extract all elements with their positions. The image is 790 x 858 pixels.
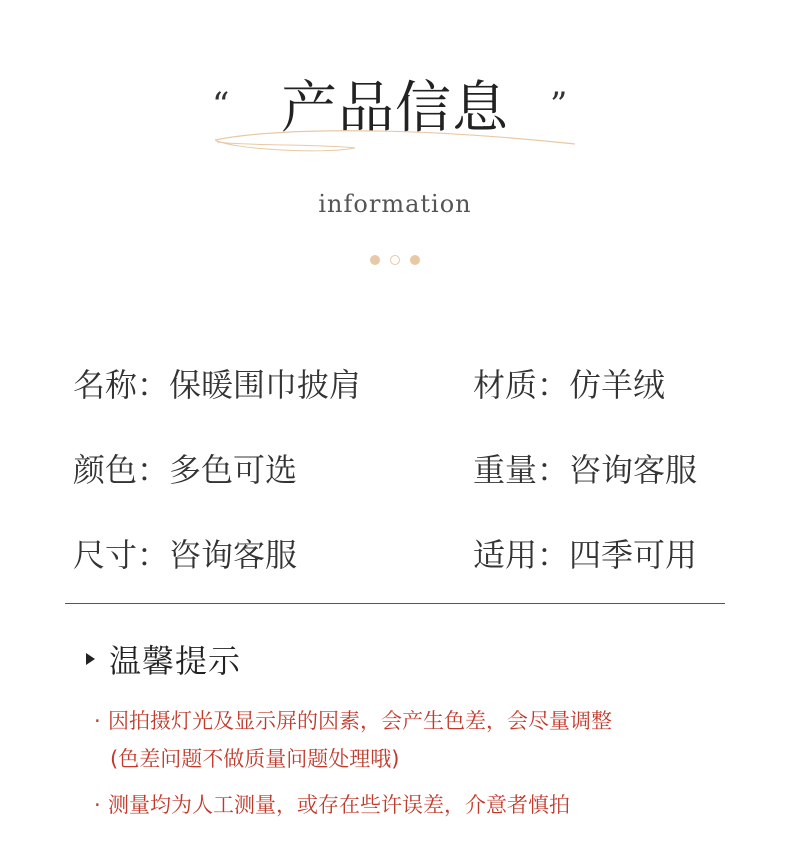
info-row <box>73 510 733 595</box>
tip-item <box>94 705 612 735</box>
info-row <box>73 425 733 510</box>
close-quote-mark: ” <box>550 85 568 125</box>
info-name: 名称：保暖围巾披肩 <box>73 365 362 404</box>
info-size: 尺寸：咨询客服 <box>73 535 298 574</box>
section-divider <box>65 603 725 604</box>
tip-text: 测量均为人工测量，或存在些许误差，介意者慎拍 <box>108 793 570 817</box>
page-title: 产品信息 <box>281 76 509 141</box>
info-weight: 重量：咨询客服 <box>473 450 698 489</box>
page-subtitle: information <box>318 190 472 218</box>
dot-icon <box>370 255 380 265</box>
triangle-right-icon <box>86 653 95 665</box>
tips-heading <box>86 636 241 682</box>
tips-title: 温馨提示 <box>109 642 242 680</box>
header-section <box>0 0 790 290</box>
info-color: 颜色：多色可选 <box>73 450 298 489</box>
decorative-swoosh <box>205 120 585 160</box>
tip-text-continued: (色差问题不做质量问题处理哦) <box>110 747 400 771</box>
tip-item <box>94 789 570 819</box>
product-info-grid <box>73 340 733 595</box>
tip-text: 因拍摄灯光及显示屏的因素，会产生色差，会尽量调整 <box>108 709 612 733</box>
bullet-icon: · <box>94 793 101 817</box>
dot-icon <box>410 255 420 265</box>
info-season: 适用：四季可用 <box>473 535 698 574</box>
dot-icon <box>390 255 400 265</box>
info-row <box>73 340 733 425</box>
pagination-dots <box>0 255 790 265</box>
bullet-icon: · <box>94 709 101 733</box>
info-material: 材质：仿羊绒 <box>473 365 666 404</box>
open-quote-mark: “ <box>212 85 230 125</box>
